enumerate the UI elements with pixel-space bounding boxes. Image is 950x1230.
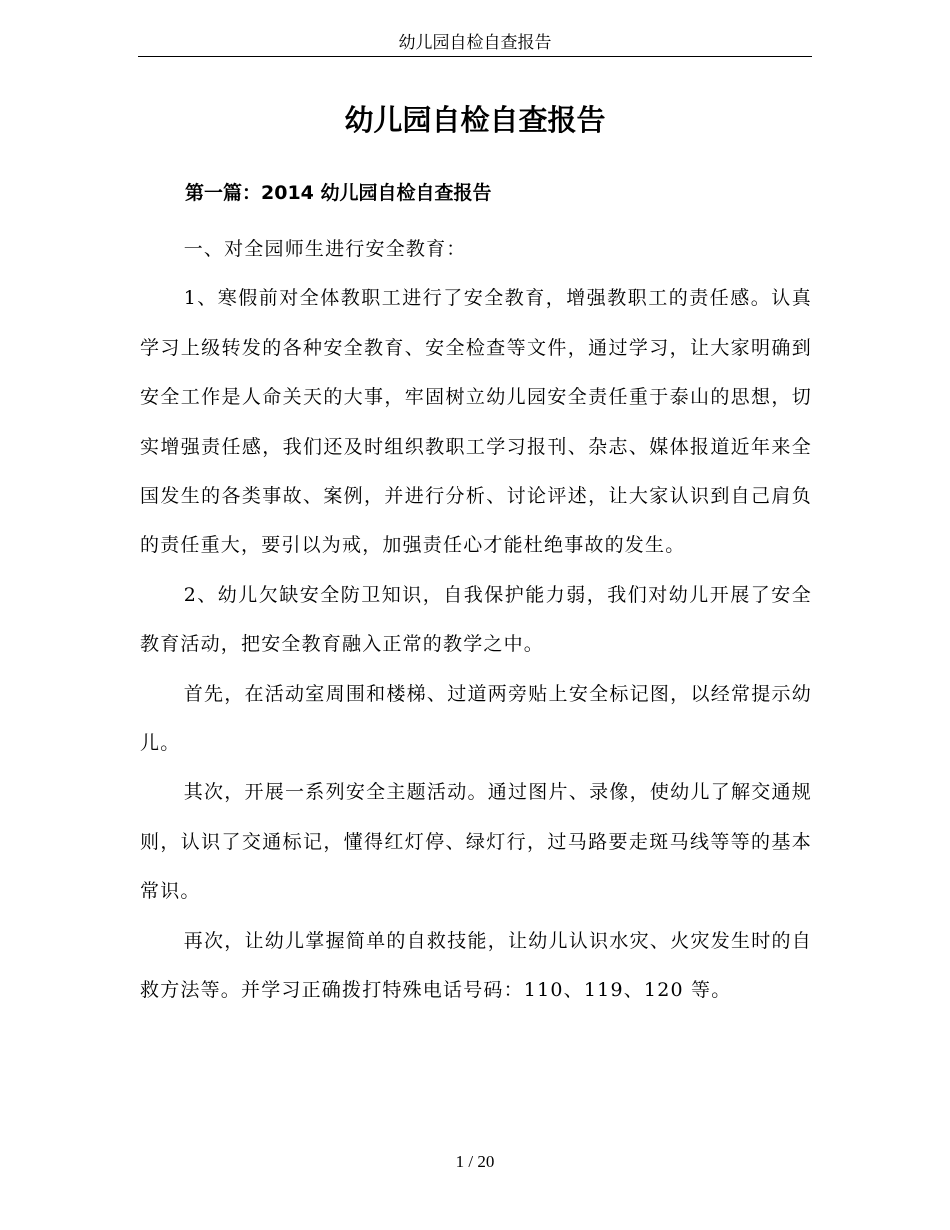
paragraph: 一、对全园师生进行安全教育：	[183, 238, 467, 260]
paragraph: 2、幼儿欠缺安全防卫知识，自我保护能力弱，我们对幼儿开展了安全教育活动，把安全教育融入正常的教学之中。	[140, 583, 812, 656]
page-header	[138, 30, 812, 57]
document-body	[140, 225, 812, 1016]
running-title: 幼儿园自检自查报告	[398, 33, 552, 53]
document-title: 幼儿园自检自查报告	[344, 103, 606, 137]
paragraph: 其次，开展一系列安全主题活动。通过图片、录像，使幼儿了解交通规则，认识了交通标记，懂得红灯停、绿灯行，过马路要走斑马线等等的基本常识。	[140, 781, 812, 903]
paragraph: 再次，让幼儿掌握简单的自救技能，让幼儿认识水灾、火灾发生时的自救方法等。并学习正确拨打特殊电话号码：110、119、120 等。	[140, 929, 812, 1002]
paragraph: 1、寒假前对全体教职工进行了安全教育，增强教职工的责任感。认真学习上级转发的各种安全教育、安全检查等文件，通过学习，让大家明确到安全工作是人命关天的大事，牢固树立幼儿园安全责任重于泰山的思想，切实增强责任感，我们还及时组织教职工学习报刊、杂志、媒体报道近年来全国发生的各类事故、案例，并进行分析、讨论评述，让大家认识到自己肩负的责任重大，要引以为戒，加强责任心才能杜绝事故的发生。	[140, 287, 812, 557]
page-number: 1 / 20	[455, 1152, 495, 1171]
paragraph: 首先，在活动室周围和楼梯、过道两旁贴上安全标记图，以经常提示幼儿。	[140, 682, 812, 755]
section-heading: 第一篇：2014 幼儿园自检自查报告	[185, 182, 492, 204]
